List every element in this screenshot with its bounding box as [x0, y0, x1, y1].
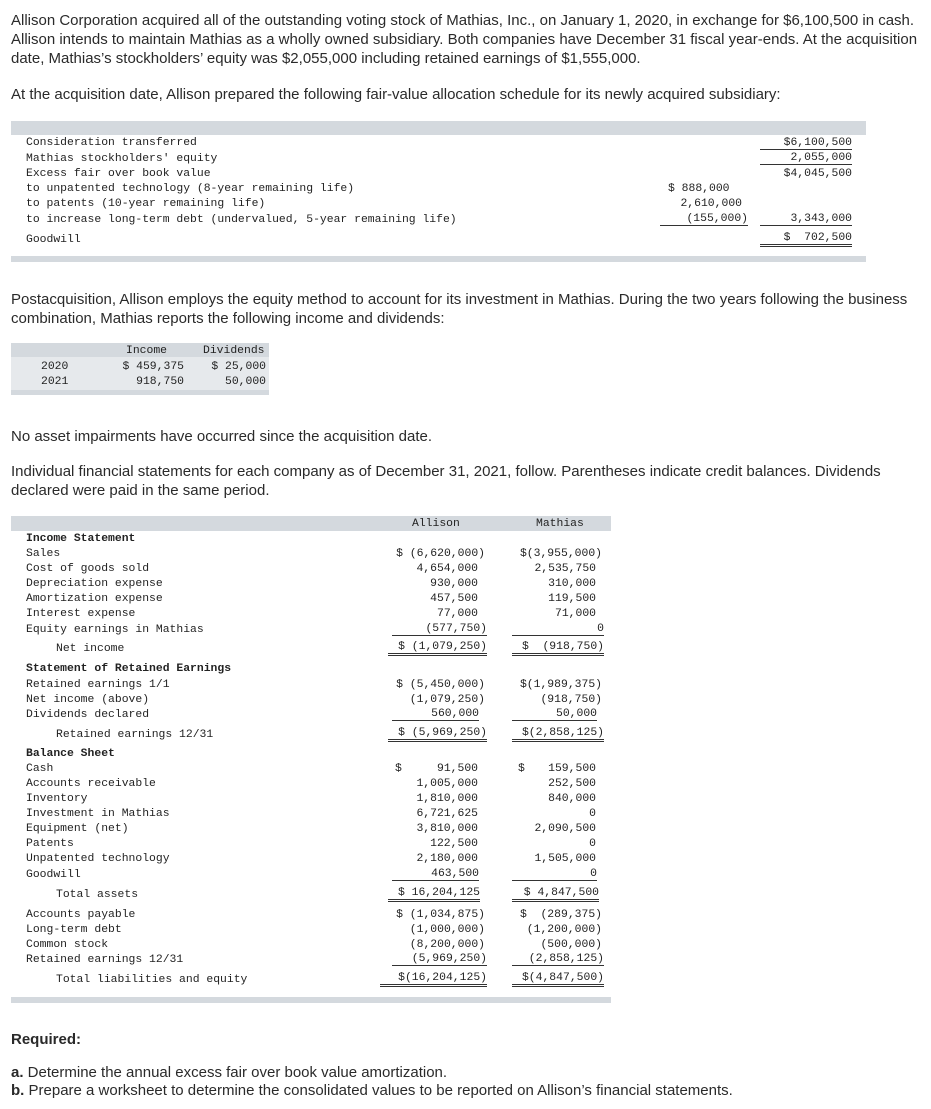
mathias-value: 1,505,000 [534, 853, 596, 865]
section-heading: Statement of Retained Earnings [26, 663, 232, 675]
dividend-value: $ 25,000 [211, 361, 266, 373]
requirement-b-label: b. [11, 1082, 25, 1099]
year-label: 2020 [41, 361, 69, 373]
dollar-sign: $ [518, 763, 525, 775]
mathias-value: 2,535,750 [534, 563, 596, 575]
impairment-note: No asset impairments have occurred since the acquisition date. [11, 428, 433, 445]
intro-paragraph: Allison Corporation acquired all of the outstanding voting stock of Mathias, Inc., on January 1, 2020, in exchange for $6,100,500 in cash. Allison intends to maintain Mathias as a wholly owned subsidiary. Both companies have December 31 fiscal year-ends. At the acquisition date, Mathias’s stockholders’ equity was $2,055,000 including retained earnings of $1,555,000. [11, 12, 918, 67]
income-value: $ 459,375 [122, 361, 184, 373]
allison-value: $ (5,450,000) [396, 679, 485, 691]
row-label: Cost of goods sold [26, 563, 150, 575]
mathias-value: 50,000 [512, 708, 597, 721]
statements-intro: Individual financial statements for each company as of December 31, 2021, follow. Parentheses indicate credit balances. Dividends declared were paid in the same period. [11, 463, 881, 499]
row-label: Sales [26, 548, 61, 560]
row-label: Investment in Mathias [26, 808, 170, 820]
dollar-sign: $ [395, 763, 402, 775]
requirement-b-text: Prepare a worksheet to determine the consolidated values to be reported on Allison’s financial statements. [24, 1082, 733, 1099]
row-label: Net income (above) [26, 694, 150, 706]
dividend-value: 50,000 [224, 376, 266, 388]
allison-value: $ (1,034,875) [396, 909, 485, 921]
alloc-label: Consideration transferred [26, 137, 197, 149]
table-bottom-bar [11, 997, 611, 1003]
re-end-label: Retained earnings 12/31 [56, 729, 214, 741]
allison-value: 1,810,000 [416, 793, 478, 805]
row-label: Interest expense [26, 608, 136, 620]
allison-total-assets: $ 16,204,125 [388, 887, 480, 902]
allison-re-end: $ (5,969,250) [388, 727, 487, 742]
column-header-allison: Allison [412, 518, 460, 530]
mathias-value: 252,500 [548, 778, 596, 790]
alloc-value: 3,343,000 [760, 213, 852, 226]
allison-net-income: $ (1,079,250) [388, 641, 487, 656]
mathias-value: 0 [512, 868, 597, 881]
row-label: Unpatented technology [26, 853, 170, 865]
alloc-label: Goodwill [26, 234, 81, 246]
row-label: Accounts receivable [26, 778, 156, 790]
table-bottom-bar [11, 390, 269, 395]
column-header-mathias: Mathias [536, 518, 584, 530]
alloc-label: Excess fair over book value [26, 168, 211, 180]
mathias-value: (500,000) [540, 939, 602, 951]
row-label: Patents [26, 838, 74, 850]
allison-value: 560,000 [392, 708, 479, 721]
allison-value: 122,500 [430, 838, 478, 850]
mathias-value: 159,500 [548, 763, 596, 775]
mathias-value: (1,200,000) [526, 924, 602, 936]
alloc-value: 2,055,000 [760, 152, 852, 165]
postacquisition-paragraph: Postacquisition, Allison employs the equity method to account for its investment in Mathias. During the two years following the business combination, Mathias reports the following income and dividends: [11, 291, 908, 327]
year-label: 2021 [41, 376, 69, 388]
allison-value: 91,500 [436, 763, 478, 775]
allison-value: 4,654,000 [416, 563, 478, 575]
row-label: Equity earnings in Mathias [26, 624, 204, 636]
alloc-value: $4,045,500 [783, 168, 852, 180]
row-label: Amortization expense [26, 593, 163, 605]
column-header: Income [126, 345, 168, 357]
allison-value: 2,180,000 [416, 853, 478, 865]
row-label: Retained earnings 12/31 [26, 954, 184, 966]
allison-value: (1,000,000) [409, 924, 485, 936]
mathias-value: 0 [589, 838, 596, 850]
mathias-value: 119,500 [548, 593, 596, 605]
allison-value: 457,500 [430, 593, 478, 605]
mathias-value: $(1,989,375) [519, 679, 602, 691]
requirement-a-text: Determine the annual excess fair over book value amortization. [23, 1064, 448, 1081]
allison-value: 6,721,625 [416, 808, 478, 820]
net-income-label: Net income [56, 643, 125, 655]
mathias-value: 71,000 [554, 608, 596, 620]
allison-value: 1,005,000 [416, 778, 478, 790]
row-label: Dividends declared [26, 709, 150, 721]
mathias-total-le: $(4,847,500) [512, 972, 604, 987]
mathias-value: (2,858,125) [512, 953, 604, 966]
income-value: 918,750 [136, 376, 184, 388]
table-header-bar [11, 516, 611, 531]
mathias-value: 2,090,500 [534, 823, 596, 835]
allocation-intro: At the acquisition date, Allison prepared the following fair-value allocation schedule for its newly acquired subsidiary: [11, 86, 781, 103]
section-heading: Balance Sheet [26, 748, 115, 760]
row-label: Goodwill [26, 869, 81, 881]
row-label: Long-term debt [26, 924, 122, 936]
row-label: Depreciation expense [26, 578, 163, 590]
mathias-value: $ (289,375) [519, 909, 602, 921]
requirement-b [11, 1081, 923, 1100]
mathias-value: 0 [512, 623, 604, 636]
alloc-value: $ 702,500 [760, 232, 852, 247]
allison-value: 930,000 [430, 578, 478, 590]
alloc-value: (155,000) [660, 213, 748, 226]
allison-value: 3,810,000 [416, 823, 478, 835]
table-bottom-bar [11, 256, 866, 262]
allison-value: 463,500 [392, 868, 479, 881]
allison-value: (577,750) [392, 623, 487, 636]
row-label: Equipment (net) [26, 823, 129, 835]
mathias-value: 310,000 [548, 578, 596, 590]
mathias-value: $(3,955,000) [519, 548, 602, 560]
mathias-value: 0 [589, 808, 596, 820]
mathias-total-assets: $ 4,847,500 [512, 887, 599, 902]
alloc-label: to unpatented technology (8-year remaining life) [26, 183, 355, 195]
mathias-value: (918,750) [540, 694, 602, 706]
mathias-value: 840,000 [548, 793, 596, 805]
alloc-label: to patents (10-year remaining life) [26, 198, 266, 210]
alloc-label: to increase long-term debt (undervalued, 5-year remaining life) [26, 214, 457, 226]
alloc-value: 2,610,000 [680, 198, 742, 210]
allison-value: $ (6,620,000) [396, 548, 485, 560]
row-label: Common stock [26, 939, 109, 951]
table-top-bar [11, 121, 866, 135]
row-label: Cash [26, 763, 54, 775]
mathias-re-end: $(2,858,125) [512, 727, 604, 742]
alloc-value: $6,100,500 [760, 137, 852, 150]
allison-value: (1,079,250) [409, 694, 485, 706]
alloc-value: $ 888,000 [668, 183, 730, 195]
row-label: Accounts payable [26, 909, 136, 921]
total-assets-label: Total assets [56, 889, 139, 901]
allison-value: (5,969,250) [392, 953, 487, 966]
required-heading: Required: [11, 1031, 82, 1048]
allison-value: (8,200,000) [409, 939, 485, 951]
mathias-net-income: $ (918,750) [512, 641, 604, 656]
column-header: Dividends [203, 345, 265, 357]
requirement-a-label: a. [11, 1064, 24, 1081]
total-le-label: Total liabilities and equity [56, 974, 248, 986]
allison-total-le: $(16,204,125) [380, 972, 487, 987]
row-label: Inventory [26, 793, 88, 805]
requirement-a [11, 1063, 923, 1082]
row-label: Retained earnings 1/1 [26, 679, 170, 691]
alloc-label: Mathias stockholders' equity [26, 153, 218, 165]
allison-value: 77,000 [436, 608, 478, 620]
section-heading: Income Statement [26, 533, 136, 545]
